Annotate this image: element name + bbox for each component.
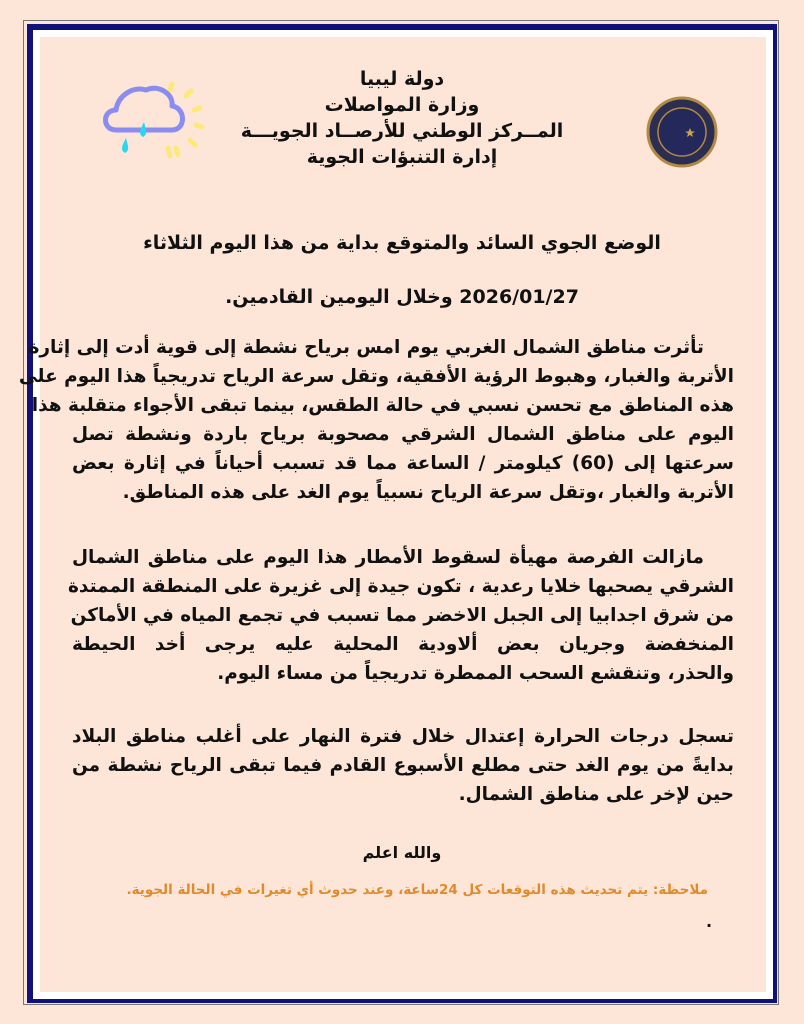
paragraph-temperature xyxy=(72,722,734,809)
letterhead-line: إدارة التنبؤات الجوية xyxy=(306,146,498,168)
text-line: المنخفضة وجريان بعض ألاودية المحلية عليه يرجى أخد الحيطة xyxy=(72,634,734,655)
text-line: تسجل درجات الحرارة إعتدال خلال فترة النهار على أغلب مناطق البلاد xyxy=(72,726,734,747)
text-line: من شرق اجدابيا إلى الجبل الاخضر مما تسبب في تجمع المياه في الأماكن xyxy=(70,605,734,626)
update-note: ملاحظة: يتم تحديث هذه التوقعات كل 24ساعة، وعند حدوث أي تغيرات في الحالة الجوية. xyxy=(126,882,708,898)
text-line: بدايةً من يوم الغد حتى مطلع الأسبوع القادم فيما تبقى الرياح نشطة من xyxy=(72,755,734,776)
text-line: مازالت الفرصة مهيأة لسقوط الأمطار هذا اليوم على مناطق الشمال xyxy=(72,547,704,568)
text-line: سرعتها إلى (60) كيلومتر / الساعة مما قد تسبب أحياناً في إثارة بعض xyxy=(72,453,734,474)
text-line: تأثرت مناطق الشمال الغربي يوم امس برياح نشطة إلى قوية أدت إلى إثارة xyxy=(28,337,704,358)
letterhead-line: وزارة المواصلات xyxy=(324,94,480,116)
text-line: حين لإخر على مناطق الشمال. xyxy=(458,784,734,805)
paragraph-rain xyxy=(67,543,734,688)
text-line: هذه المناطق مع تحسن نسبي في حالة الطقس، بينما تبقى الأجواء متقلبة هذا xyxy=(31,395,734,416)
report-date-line: 2026/01/27 وخلال اليومين القادمين. xyxy=(225,286,579,308)
letterhead xyxy=(0,66,804,170)
text-line: اليوم على مناطق الشمال الشرقي مصحوبة برياح باردة ونشطة تصل xyxy=(72,424,734,445)
text-line: الشرقي يصحبها خلايا رعدية ، تكون جيدة إلى غزيرة على المنطقة الممتدة xyxy=(67,576,734,597)
paragraph-winds xyxy=(18,333,734,507)
letterhead-line: المــركز الوطني للأرصــاد الجويـــة xyxy=(240,120,564,142)
text-line: الأتربة والغبار، وهبوط الرؤية الأفقية، وتقل سرعة الرياح تدريجياً هذا اليوم على xyxy=(18,366,734,387)
letterhead-line: دولة ليبيا xyxy=(359,68,445,90)
report-title: الوضع الجوي السائد والمتوقع بداية من هذا اليوم الثلاثاء xyxy=(143,232,661,254)
text-line: والحذر، وتنقشع السحب الممطرة تدريجياً من مساء اليوم. xyxy=(217,663,734,684)
closing-phrase: والله اعلم xyxy=(362,843,442,862)
text-line: الأتربة والغبار ،وتقل سرعة الرياح نسبياً يوم الغد على هذه المناطق. xyxy=(122,482,734,503)
trailing-mark: . xyxy=(706,912,713,931)
